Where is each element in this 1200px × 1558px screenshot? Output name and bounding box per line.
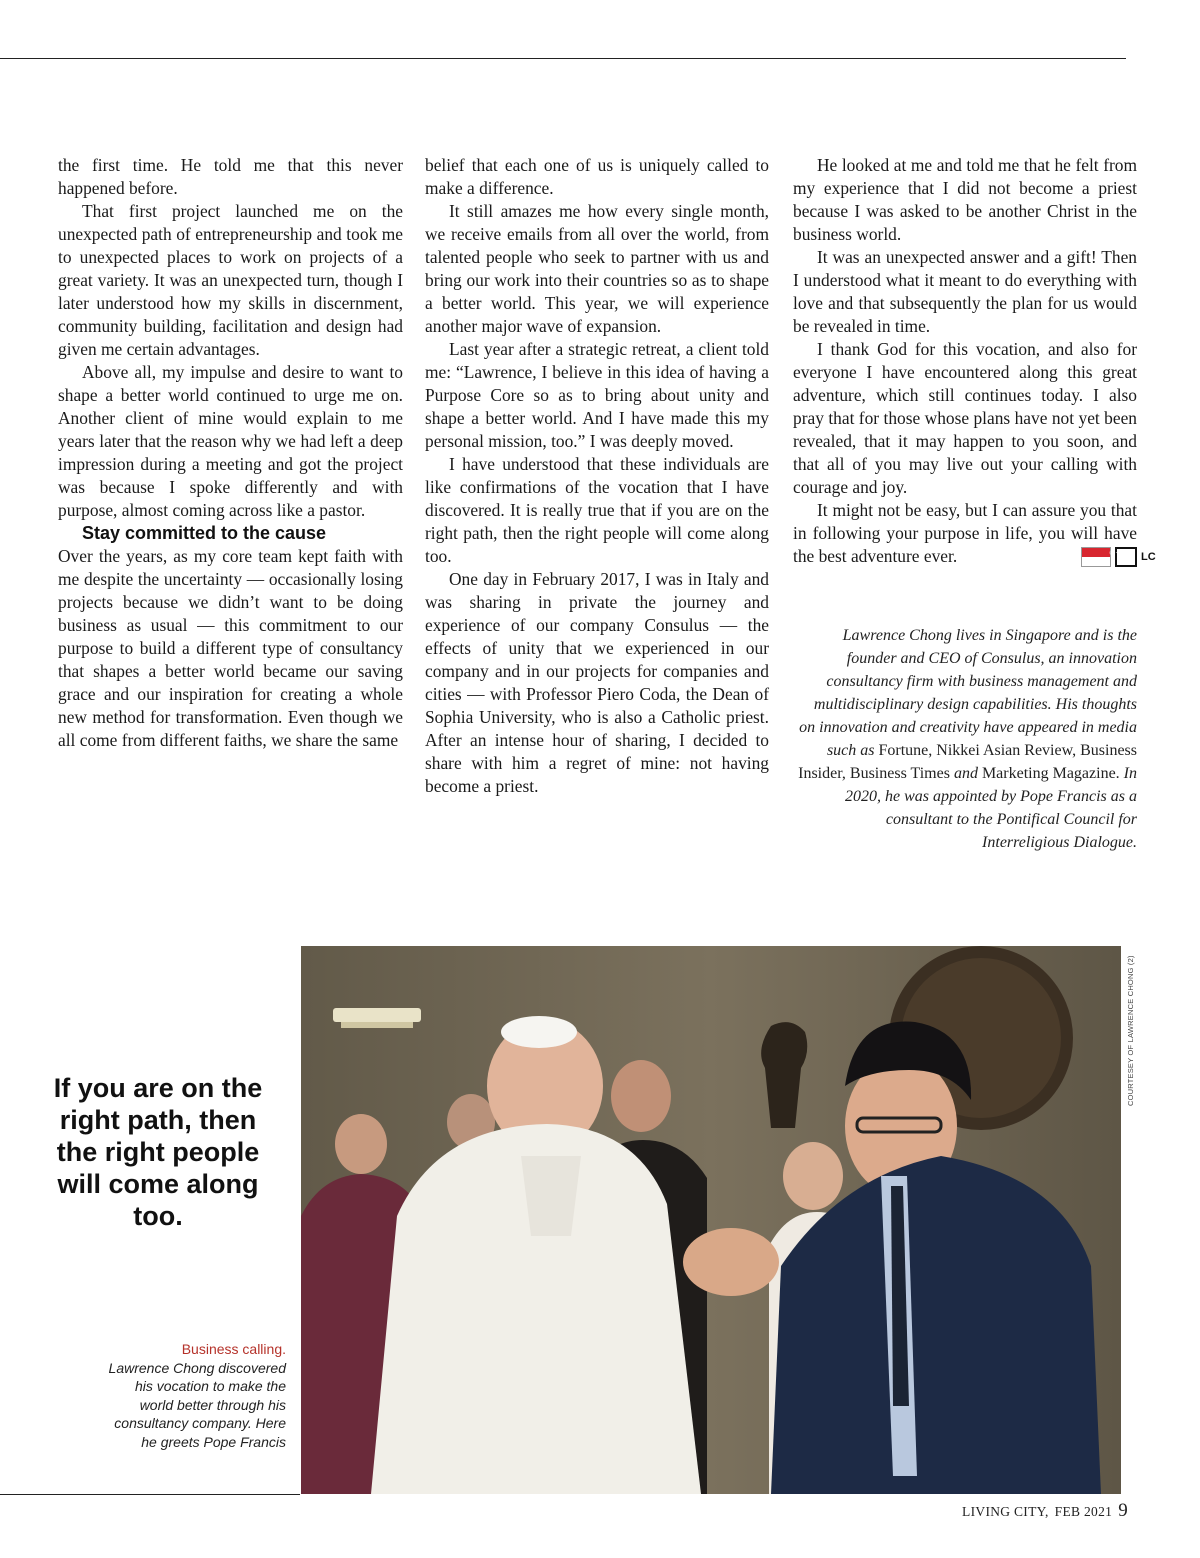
bottom-rule — [0, 1494, 300, 1495]
bio-intro: Lawrence Chong lives in Singapore and is the founder and CEO of Consulus, an innovation consultancy firm with business management and multidisciplinary design capabilities. His thoughts on innovation and creativity have appeared in media such as — [799, 627, 1137, 759]
bio-publication-last: Marketing Magazine. — [981, 765, 1120, 782]
author-bio — [795, 624, 1137, 854]
paragraph: Above all, my impulse and desire to want to shape a better world continued to urge me on. Another client of mine would explain to me years later that the reason why we had left a deep impression during a meeting and got the project was because I spoke differently and with purpose, almost coming across like a pastor. — [58, 362, 403, 520]
paragraph: belief that each one of us is uniquely called to make a difference. — [425, 155, 769, 198]
bio-appointment: In 2020, he was appointed by Pope Francis as a consultant to the Pontifical Council for Interreligious Dialogue. — [845, 765, 1137, 851]
paragraph: That first project launched me on the unexpected path of entrepreneurship and took me to unexpected places to work on projects of a great variety. It was an unexpected turn, though I later understood how my skills in discernment, community building, facilitation and design had given me certain advantages. — [58, 201, 403, 359]
issue-date: FEB 2021 — [1054, 1504, 1113, 1519]
article-column-1 — [58, 154, 403, 752]
paragraph: Last year after a strategic retreat, a client told me: “Lawrence, I believe in this idea of having a Purpose Core so as to bring about unity and shape a better world. And I have made this my personal mission, too.” I was deeply moved. — [425, 339, 769, 451]
paragraph: the first time. He told me that this never happened before. — [58, 155, 403, 198]
caption-lead: Business calling. — [181, 1341, 286, 1357]
bio-publications: Fortune, Nikkei Asian Review, Business Insider, Business Times — [798, 742, 1137, 782]
paragraph — [793, 499, 1156, 568]
page-number: 9 — [1118, 1500, 1128, 1521]
photo-illustration — [301, 946, 1121, 1494]
article-column-2 — [425, 154, 769, 798]
paragraph-text: It might not be easy, but I can assure you that in following your purpose in life, you will have the best adventure ever. — [793, 500, 1137, 566]
photo-caption — [100, 1340, 286, 1451]
pull-quote: If you are on the right path, then the right people will come along too. — [53, 1073, 263, 1231]
paragraph: He looked at me and told me that he felt from my experience that I did not become a priest because I was asked to be another Christ in the business world. — [793, 155, 1137, 244]
paragraph: It still amazes me how every single month, we receive emails from all over the world, from talented people who seek to partner with us and bring our work into their countries so as to shape a better world. This year, we will experience another major wave of expansion. — [425, 201, 769, 336]
bio-and: and — [953, 765, 978, 782]
paragraph: One day in February 2017, I was in Italy and was sharing in private the journey and experience of our company Consulus — the effects of unity that we experienced in our company and in our projects for companies and cities — with Professor Piero Coda, the Dean of Sophia University, who is also a Catholic priest. After an intense hour of sharing, I decided to share with him a regret of mine: not having become a priest. — [425, 569, 769, 796]
article-column-3 — [793, 154, 1156, 568]
paragraph: Over the years, as my core team kept faith with me despite the uncertainty — occasionally losing projects because we didn’t want to be doing business as usual — this commitment to our purpose to build a different type of consultancy that shapes a better world became our saving grace and our inspiration for creating a whole new method for transformation. Even though we all come from different faiths, we share the same — [58, 546, 403, 750]
singapore-flag-icon: ☾✦ — [1081, 547, 1111, 567]
paragraph: I have understood that these individuals are like confirmations of the vocation that I have discovered. It is really true that if you are on the right path, then the right people will come along too. — [425, 454, 769, 566]
top-rule — [0, 58, 1126, 59]
page-footer — [962, 1500, 1128, 1522]
paragraph: I thank God for this vocation, and also for everyone I have encountered along this great adventure, which still continues today. I also pray that for those whose plans have not yet been revealed, that it may happen to you soon, and that all of you may live out your calling with courage and joy. — [793, 339, 1137, 497]
caption-body: Lawrence Chong discovered his vocation to make the world better through his consultancy company. Here he greets Pope Francis — [108, 1359, 286, 1450]
lc-logo-icon: LC — [1115, 547, 1137, 567]
publication-name: LIVING CITY, — [962, 1504, 1049, 1519]
article-photo — [301, 946, 1121, 1494]
section-subhead: Stay committed to the cause — [82, 523, 327, 543]
end-mark — [1081, 547, 1156, 567]
photo-credit: COURTESEY OF LAWRENCE CHONG (2) — [1126, 955, 1135, 1106]
paragraph: It was an unexpected answer and a gift! Then I understood what it meant to do everything with love and that subsequently the plan for us would be revealed in time. — [793, 247, 1137, 336]
